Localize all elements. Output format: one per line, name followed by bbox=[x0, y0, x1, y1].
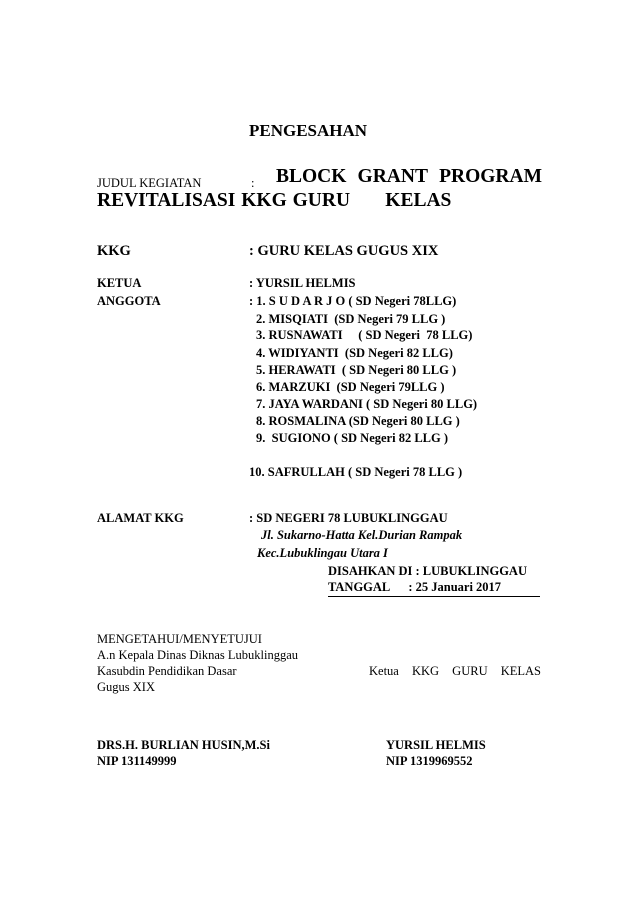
document-title: PENGESAHAN bbox=[249, 121, 368, 140]
mengetahui-office: A.n Kepala Dinas Diknas Lubuklinggau bbox=[97, 648, 299, 662]
judul-word: GRANT bbox=[357, 166, 428, 187]
alamat-value: : SD NEGERI 78 LUBUKLINGGAU bbox=[249, 511, 448, 525]
anggota-member-10: 10. SAFRULLAH ( SD Negeri 78 LLG ) bbox=[249, 465, 463, 479]
ketua-label: KETUA bbox=[97, 276, 142, 290]
alamat-label: ALAMAT KKG bbox=[97, 511, 184, 525]
right-signatory-nip: NIP 1319969552 bbox=[386, 754, 473, 768]
anggota-member: 4. WIDIYANTI (SD Negeri 82 LLG) bbox=[256, 346, 453, 360]
mengetahui-label: MENGETAHUI/MENYETUJUI bbox=[97, 632, 262, 646]
kkg-value: : GURU KELAS GUGUS XIX bbox=[249, 243, 439, 259]
right-signatory-name: YURSIL HELMIS bbox=[386, 738, 486, 752]
anggota-member: 2. MISQIATI (SD Negeri 79 LLG ) bbox=[256, 312, 446, 326]
disahkan-date: TANGGAL : 25 Januari 2017 bbox=[328, 580, 502, 594]
judul-word: BLOCK bbox=[276, 166, 347, 187]
alamat-district: Kec.Lubuklingau Utara I bbox=[257, 546, 388, 560]
disahkan-place: DISAHKAN DI : LUBUKLINGGAU bbox=[328, 564, 527, 578]
ketua-kkg-word: GURU bbox=[452, 664, 488, 678]
anggota-member: 6. MARZUKI (SD Negeri 79LLG ) bbox=[256, 380, 445, 394]
kkg-label: KKG bbox=[97, 243, 131, 259]
left-signatory-nip: NIP 131149999 bbox=[97, 754, 177, 768]
ketua-kkg-word: KKG bbox=[411, 664, 440, 678]
judul-kegiatan-line2: REVITALISASI KKG GURU KELAS bbox=[97, 190, 452, 211]
anggota-label: ANGGOTA bbox=[97, 294, 161, 308]
judul-kegiatan-label: JUDUL KEGIATAN bbox=[97, 176, 202, 190]
anggota-member: 9. SUGIONO ( SD Negeri 82 LLG ) bbox=[256, 431, 449, 445]
judul-word: PROGRAM bbox=[439, 166, 542, 187]
ketua-kkg-word: Ketua bbox=[369, 664, 399, 678]
mengetahui-position: Kasubdin Pendidikan Dasar bbox=[97, 664, 237, 678]
judul-kegiatan-colon: : bbox=[251, 176, 255, 190]
ketua-kkg-word: KELAS bbox=[500, 664, 541, 678]
ketua-value: : YURSIL HELMIS bbox=[249, 276, 356, 290]
judul-kegiatan-line1 bbox=[276, 166, 542, 188]
anggota-member: 7. JAYA WARDANI ( SD Negeri 80 LLG) bbox=[256, 397, 478, 411]
left-signatory-name: DRS.H. BURLIAN HUSIN,M.Si bbox=[97, 738, 270, 752]
date-underline bbox=[328, 596, 540, 597]
anggota-member: 8. ROSMALINA (SD Negeri 80 LLG ) bbox=[256, 414, 460, 428]
anggota-member-1: : 1. S U D A R J O ( SD Negeri 78LLG) bbox=[249, 294, 457, 308]
ketua-kkg-title bbox=[369, 664, 541, 679]
anggota-member: 5. HERAWATI ( SD Negeri 80 LLG ) bbox=[256, 363, 457, 377]
anggota-member: 3. RUSNAWATI ( SD Negeri 78 LLG) bbox=[256, 328, 473, 342]
gugus-label: Gugus XIX bbox=[97, 680, 155, 694]
alamat-street: Jl. Sukarno-Hatta Kel.Durian Rampak bbox=[261, 528, 463, 542]
